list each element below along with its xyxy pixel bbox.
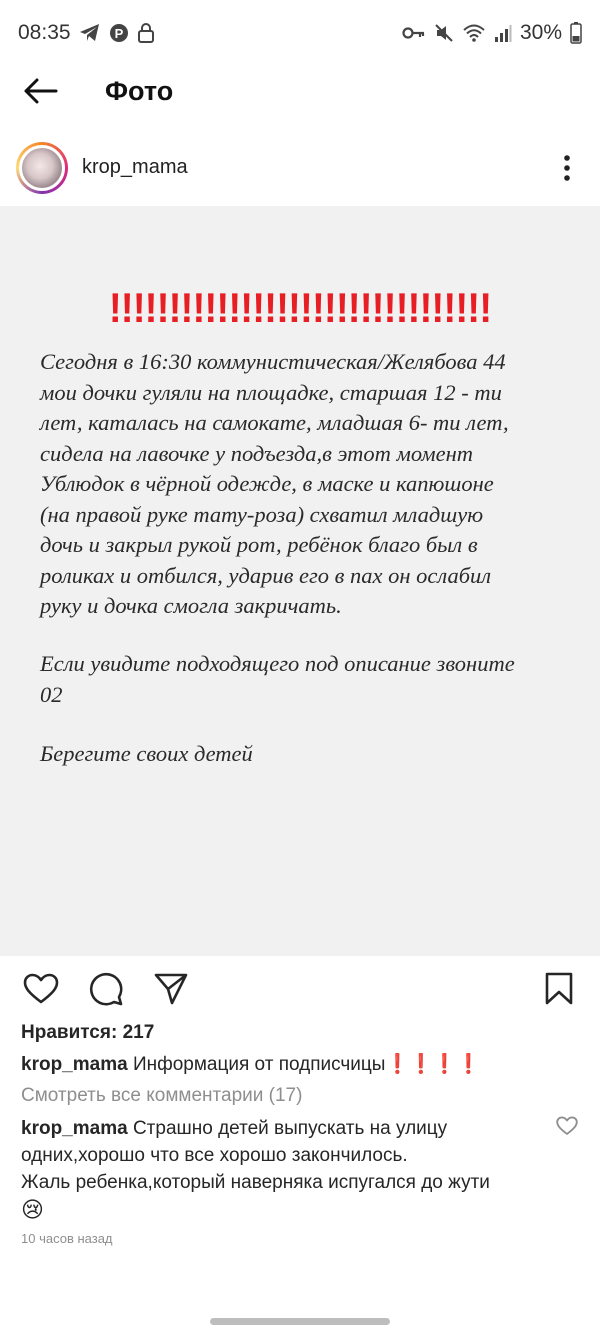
view-all-comments-link[interactable]: Смотреть все комментарии (17) (21, 1085, 303, 1106)
photo-text-line: Берегите своих детей (40, 741, 253, 766)
post-actions (0, 966, 600, 1012)
status-bar (0, 0, 600, 66)
mute-icon (434, 23, 454, 43)
photo-text-line: 02 (40, 681, 63, 707)
crying-emoji-icon: 😢 (21, 1197, 44, 1222)
heart-icon (23, 973, 59, 1005)
battery-icon (570, 22, 582, 44)
avatar-image (19, 145, 65, 191)
caption-emoji: ❗❗❗❗ (385, 1054, 481, 1075)
avatar[interactable] (16, 142, 68, 194)
more-options-button[interactable] (552, 148, 582, 188)
comment-text-line: Жаль ребенка,который наверняка испугался до жути (21, 1172, 490, 1193)
arrow-left-icon (22, 77, 58, 105)
comment-like-button[interactable] (556, 1116, 578, 1136)
comment-item (21, 1115, 541, 1225)
home-indicator[interactable] (210, 1318, 390, 1325)
comment-bubble-icon (88, 971, 124, 1007)
likes-count[interactable]: Нравится: 217 (21, 1022, 155, 1043)
photo-text-line: лет, каталась на самокате, младшая 6- ти лет, (40, 410, 509, 435)
like-button[interactable] (22, 970, 60, 1008)
heart-icon (556, 1116, 578, 1136)
photo-text-line: Сегодня в 16:30 коммунистическая/Желябова 44 (40, 349, 506, 374)
save-button[interactable] (540, 970, 578, 1008)
lock-icon (137, 23, 155, 43)
caption-text: Информация от подписчицы (132, 1054, 386, 1075)
bookmark-icon (544, 972, 574, 1006)
post-timestamp: 10 часов назад (21, 1231, 113, 1246)
comment-text-line: Страшно детей выпускать на улицу (132, 1118, 448, 1139)
more-vertical-icon (563, 154, 571, 182)
photo-text-line: руку и дочка смогла закричать. (40, 593, 342, 618)
post-username[interactable]: krop_mama (82, 156, 188, 178)
post-photo[interactable] (0, 206, 600, 956)
comment-text-line: одних,хорошо что все хорошо закончилось. (21, 1145, 408, 1166)
back-button[interactable] (20, 74, 60, 108)
photo-text-line: роликах и отбился, ударив его в пах он ослабил (40, 562, 492, 588)
caption-username[interactable]: krop_mama (21, 1054, 128, 1075)
photo-text-line: дочь и закрыл рукой рот, ребёнок благо был в (40, 532, 478, 557)
comment-button[interactable] (87, 970, 125, 1008)
photo-text-line: (на правой руке тату-роза) схватил младшую (40, 501, 484, 527)
comment-username[interactable]: krop_mama (21, 1118, 128, 1139)
share-button[interactable] (152, 970, 190, 1008)
post-header (0, 140, 600, 198)
status-time: 08:35 (18, 21, 71, 44)
post-caption (21, 1052, 480, 1078)
battery-percent: 30% (519, 21, 562, 44)
photo-text-line: Ублюдок в чёрной одежде, в маске и капюшоне (40, 471, 494, 496)
photo-exclamations: !!!!!!!!!!!!!!!!!!!!!!!!!!!!!!!! (108, 284, 492, 331)
photo-text-line: Если увидите подходящего под описание звоните (40, 651, 515, 676)
photo-text-line: сидела на лавочке у подъезда,в этот момент (40, 440, 474, 466)
svg-text:P: P (114, 26, 123, 41)
pinterest-icon (109, 23, 129, 43)
wifi-icon (462, 23, 486, 43)
key-icon (402, 25, 426, 41)
signal-icon (494, 23, 512, 43)
paper-plane-icon (153, 972, 189, 1006)
telegram-icon (79, 23, 101, 43)
photo-text-line: мои дочки гуляли на площадке, старшая 12 - ти (40, 379, 502, 405)
page-title: Фото (105, 76, 174, 106)
top-app-bar (0, 66, 600, 116)
